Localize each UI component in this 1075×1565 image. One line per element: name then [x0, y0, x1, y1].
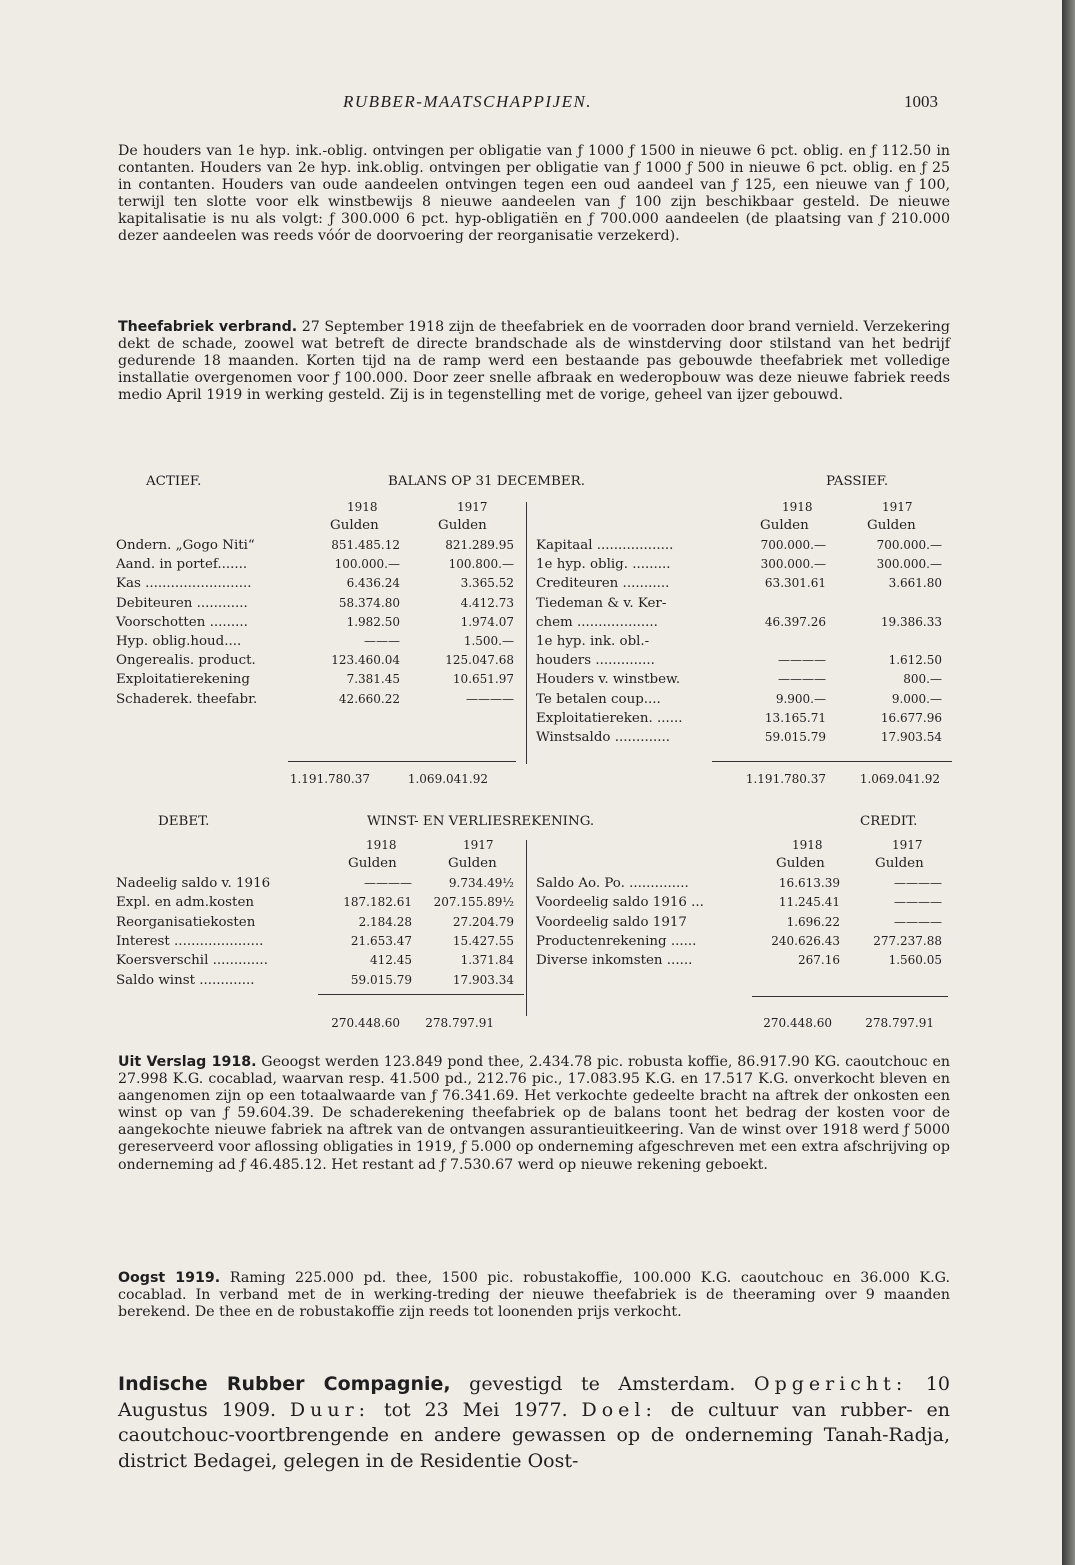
liability-row-value-1917: 700.000.—	[876, 538, 942, 552]
intro-paragraph: De houders van 1e hyp. ink.-oblig. ontvingen per obligatie van ƒ 1000 ƒ 1500 in nieuwe 6 pct. oblig. en ƒ 112.50 in contanten. Houders van 2e hyp. ink.oblig. ontvingen per obligatie van ƒ 1000 ƒ 500 in nieuwe 6 pct. oblig. en ƒ 25 in contanten. Houders van oude aandeelen ontvingen tegen een oud aandeel van ƒ 125, een nieuwe van ƒ 100, terwijl ten slotte voor elk winstbewijs 8 nieuwe aandeelen van ƒ 100 zijn beschikbaar gesteld. De nieuwe kapitalisatie is nu als volgt: ƒ 300.000 6 pct. hyp-obligatiën en ƒ 700.000 aandeelen (de plaatsing van ƒ 210.000 dezer aandeelen was reeds vóór de doorvoering der reorganisatie verzekerd).	[118, 143, 950, 245]
credit-row-value-1917: ————	[894, 876, 942, 890]
page-number: 1003	[904, 92, 938, 111]
liability-row-value-1918: 9.900.—	[775, 691, 826, 706]
credit-row-value-1918: 1.696.22	[786, 914, 840, 929]
harvest-lead: Oogst 1919.	[118, 1270, 221, 1286]
pnl-total-right-1918: 270.448.60	[763, 1016, 832, 1030]
debit-row-value-1918: 187.182.61	[343, 895, 412, 910]
purpose-label: Doel:	[581, 1398, 657, 1421]
liability-row-label: Crediteuren ...........	[536, 576, 670, 592]
asset-row-label: Aand. in portef.......	[116, 557, 248, 573]
debit-row-label: Reorganisatiekosten	[116, 914, 256, 930]
duration-label: Duur:	[289, 1398, 371, 1421]
pnl-title: WINST- EN VERLIESREKENING.	[367, 814, 595, 829]
pnl-total-left-1918: 270.448.60	[331, 1016, 400, 1030]
liability-row-label: 1e hyp. ink. obl.-	[536, 634, 650, 649]
asset-row-value-1918: 42.660.22	[338, 691, 400, 706]
credit-row-label: Productenrekening ......	[536, 933, 697, 949]
debit-row-value-1917: 9.734.49½	[448, 876, 514, 890]
debit-row-label: Saldo winst .............	[116, 972, 255, 988]
pnl-unit: Gulden	[875, 856, 924, 871]
asset-row-value-1917: 10.651.97	[452, 672, 514, 687]
asset-row-label: Schaderek. theefabr.	[116, 691, 258, 707]
column-divider	[526, 502, 527, 764]
asset-row-label: Hyp. oblig.houd....	[116, 634, 242, 649]
liability-row-value-1917: 3.661.80	[888, 576, 942, 591]
pnl-year-a: 1918	[366, 838, 397, 852]
pnl-right-label: CREDIT.	[860, 814, 918, 829]
asset-row-label: Debiteuren ............	[116, 595, 248, 611]
asset-row-value-1918: 7.381.45	[346, 672, 400, 687]
credit-row-value-1917: 1.560.05	[888, 953, 942, 968]
pnl-unit: Gulden	[348, 856, 397, 871]
balance-year-b: 1917	[457, 500, 488, 514]
balance-total-left-1917: 1.069.041.92	[407, 772, 488, 786]
company-paragraph	[118, 1372, 950, 1474]
pnl-total-right-1917: 278.797.91	[865, 1016, 934, 1030]
debit-row-label: Nadeelig saldo v. 1916	[116, 876, 271, 891]
total-rule	[752, 996, 948, 997]
asset-row-value-1918: 1.982.50	[346, 614, 400, 629]
asset-row-value-1917: 125.047.68	[445, 653, 514, 668]
liability-row-label: Te betalen coup....	[536, 691, 661, 707]
liability-row-value-1918: 700.000.—	[760, 538, 826, 552]
pnl-year-a-right: 1918	[792, 838, 823, 852]
harvest-text: Raming 225.000 pd. thee, 1500 pic. robustakoffie, 100.000 K.G. caoutchouc en 36.000 K.G. cocablad. In verband met de in werking-treding der nieuwe theefabriek is de theeraming over 9 maanden berekend. De thee en de robustakoffie zijn reeds tot loonenden prijs verkocht.	[118, 1270, 951, 1321]
balance-left-label: ACTIEF.	[146, 474, 202, 489]
liability-row-label: 1e hyp. oblig. .........	[536, 557, 671, 573]
debit-row-label: Expl. en adm.kosten	[116, 895, 254, 911]
balance-right-label: PASSIEF.	[826, 474, 889, 489]
credit-row-value-1917: ————	[894, 914, 942, 929]
founded-label: Opgericht:	[754, 1373, 908, 1395]
asset-row-value-1917: 821.289.95	[445, 538, 514, 552]
asset-row-value-1917: ————	[466, 691, 514, 706]
pnl-year-b: 1917	[463, 838, 494, 852]
debit-row-value-1917: 27.204.79	[452, 914, 514, 929]
debit-row-label: Koersverschil .............	[116, 953, 268, 969]
fire-lead: Theefabriek verbrand.	[118, 319, 298, 335]
asset-row-label: Ondern. „Gogo Niti“	[116, 538, 255, 553]
debit-row-value-1918: 2.184.28	[358, 914, 412, 929]
asset-row-value-1918: 851.485.12	[331, 538, 400, 552]
asset-row-label: Exploitatierekening	[116, 672, 250, 688]
liability-row-value-1917: 800.—	[903, 672, 942, 687]
liability-row-label: Exploitatiereken. ......	[536, 710, 683, 726]
asset-row-value-1918: 123.460.04	[331, 653, 400, 668]
debit-row-value-1918: 412.45	[370, 953, 412, 968]
column-divider	[526, 840, 527, 1016]
credit-row-label: Saldo Ao. Po. ..............	[536, 876, 689, 891]
liability-row-value-1918: 63.301.61	[764, 576, 826, 591]
debit-row-value-1917: 17.903.34	[452, 972, 514, 987]
asset-row-value-1917: 100.800.—	[448, 557, 514, 572]
balance-title: BALANS OP 31 DECEMBER.	[388, 474, 585, 489]
fire-text: 27 September 1918 zijn de theefabriek en de voorraden door brand vernield. Verzekering dekt de schade, zoowel wat betreft de directe brandschade als de winstderving door stilstand van het bedrijf gedurende 18 maanden. Korten tijd na de ramp werd een bestaande pas gebouwde theefabriek met volledige installatie overgenomen voor ƒ 100.000. Door zeer snelle afbraak en wederopbouw was deze nieuwe fabriek reeds medio April 1919 in werking gesteld. Zij is in tegenstelling met de vorige, geheel van ijzer gebouwd.	[118, 319, 950, 404]
total-rule	[288, 761, 516, 762]
liability-row-value-1918: ————	[778, 672, 826, 687]
credit-row-value-1917: 277.237.88	[873, 933, 942, 948]
asset-row-value-1918: 6.436.24	[346, 576, 400, 591]
liability-row-label: houders ..............	[536, 653, 655, 669]
harvest-paragraph	[118, 1270, 950, 1321]
liability-row-value-1917: 19.386.33	[880, 614, 942, 629]
asset-row-value-1918: 100.000.—	[334, 557, 400, 572]
liability-row-value-1918: 300.000.—	[760, 557, 826, 572]
liability-row-value-1917: 1.612.50	[888, 653, 942, 668]
liability-row-label: Kapitaal ..................	[536, 538, 674, 553]
asset-row-value-1917: 4.412.73	[460, 595, 514, 610]
report-paragraph	[118, 1054, 950, 1174]
debit-row-label: Interest .....................	[116, 933, 264, 949]
balance-unit: Gulden	[330, 518, 379, 533]
liability-row-value-1918: 46.397.26	[764, 614, 826, 629]
fire-paragraph	[118, 319, 950, 404]
credit-row-label: Voordeelig saldo 1917	[536, 914, 687, 930]
liability-row-label: chem ...................	[536, 614, 658, 630]
liability-row-value-1917: 9.000.—	[891, 691, 942, 706]
balance-unit: Gulden	[438, 518, 487, 533]
balance-year-a: 1918	[347, 500, 378, 514]
debit-row-value-1918: 59.015.79	[350, 972, 412, 987]
credit-row-value-1918: 240.626.43	[771, 933, 840, 948]
purpose-text: de cultuur van rubber- en caoutchouc-voortbrengende en andere gewassen op de onderneming Tanah-Radja, district Bedagei, gelegen in de Residentie Oost-	[118, 1398, 950, 1472]
credit-row-value-1918: 267.16	[798, 953, 840, 968]
balance-year-a-right: 1918	[782, 500, 813, 514]
credit-row-label: Diverse inkomsten ......	[536, 953, 693, 969]
pnl-total-left-1917: 278.797.91	[425, 1016, 494, 1030]
asset-row-label: Kas .........................	[116, 576, 252, 592]
pnl-left-label: DEBET.	[158, 814, 210, 829]
liability-row-value-1918: 59.015.79	[764, 730, 826, 744]
credit-row-label: Voordeelig saldo 1916 ...	[536, 895, 704, 911]
founded-date: 10 Augustus 1909.	[118, 1373, 950, 1421]
debit-row-value-1918: ————	[364, 876, 412, 890]
duration-value: tot 23 Mei 1977.	[370, 1398, 582, 1421]
liability-row-label: Winstsaldo .............	[536, 730, 671, 745]
liability-row-value-1917: 300.000.—	[876, 557, 942, 572]
pnl-unit: Gulden	[776, 856, 825, 871]
asset-row-label: Voorschotten .........	[116, 614, 248, 630]
book-edge	[1062, 0, 1075, 1565]
liability-row-label: Houders v. winstbew.	[536, 672, 681, 688]
profit-loss-account	[112, 814, 954, 1040]
debit-row-value-1917: 1.371.84	[460, 953, 514, 968]
balance-unit: Gulden	[760, 518, 809, 533]
pnl-unit: Gulden	[448, 856, 497, 871]
liability-row-value-1918: ————	[778, 653, 826, 668]
balance-total-left-1918: 1.191.780.37	[289, 772, 370, 786]
report-text: Geoogst werden 123.849 pond thee, 2.434.78 pic. robusta koffie, 86.917.90 KG. caoutchouc en 27.998 K.G. cocablad, waarvan resp. 41.500 pd., 212.76 pic., 17.083.95 K.G. en 17.517 K.G. onverkocht bleven en aangenomen zijn op een totaalwaarde van ƒ 76.341.69. Het verkochte gedeelte bracht na aftrek der onkosten een winst op van ƒ 59.604.39. De schaderekening theefabriek op de balans toont het bedrag der kosten voor de aangekochte nieuwe fabriek na aftrek van de ontvangen assurantieuitkeering. Van de winst over 1918 werd ƒ 5000 gereserveerd voor aflossing obligaties in 1919, ƒ 5.000 op onderneming afgeschreven met een extra afschrijving op onderneming ad ƒ 46.485.12. Het restant ad ƒ 7.530.67 werd op nieuwe rekening geboekt.	[118, 1054, 950, 1173]
liability-row-label: Tiedeman & v. Ker-	[536, 595, 667, 611]
running-header	[0, 92, 1062, 114]
asset-row-label: Ongerealis. product.	[116, 653, 256, 669]
pnl-year-b-right: 1917	[892, 838, 923, 852]
debit-row-value-1918: 21.653.47	[350, 933, 412, 948]
liability-row-value-1917: 16.677.96	[880, 710, 942, 725]
liability-row-value-1918: 13.165.71	[764, 710, 826, 725]
company-name: Indische Rubber Compagnie,	[118, 1373, 451, 1395]
asset-row-value-1918: ———	[364, 634, 400, 648]
balance-unit: Gulden	[867, 518, 916, 533]
credit-row-value-1918: 11.245.41	[778, 895, 840, 910]
balance-total-right-1917: 1.069.041.92	[859, 772, 940, 786]
credit-row-value-1918: 16.613.39	[778, 876, 840, 890]
asset-row-value-1917: 3.365.52	[460, 576, 514, 591]
section-title: RUBBER-MAATSCHAPPIJEN.	[343, 92, 593, 111]
asset-row-value-1917: 1.500.—	[463, 634, 514, 648]
credit-row-value-1917: ————	[894, 895, 942, 910]
liability-row-value-1917: 17.903.54	[880, 730, 942, 744]
asset-row-value-1918: 58.374.80	[338, 595, 400, 610]
debit-row-value-1917: 207.155.89½	[433, 895, 514, 910]
balance-sheet	[112, 474, 954, 794]
balance-total-right-1918: 1.191.780.37	[745, 772, 826, 786]
company-location: gevestigd te Amsterdam.	[450, 1373, 754, 1395]
total-rule	[318, 994, 524, 995]
debit-row-value-1917: 15.427.55	[452, 933, 514, 948]
total-rule	[712, 761, 952, 762]
asset-row-value-1917: 1.974.07	[460, 614, 514, 629]
balance-year-b-right: 1917	[882, 500, 913, 514]
report-lead: Uit Verslag 1918.	[118, 1054, 257, 1070]
